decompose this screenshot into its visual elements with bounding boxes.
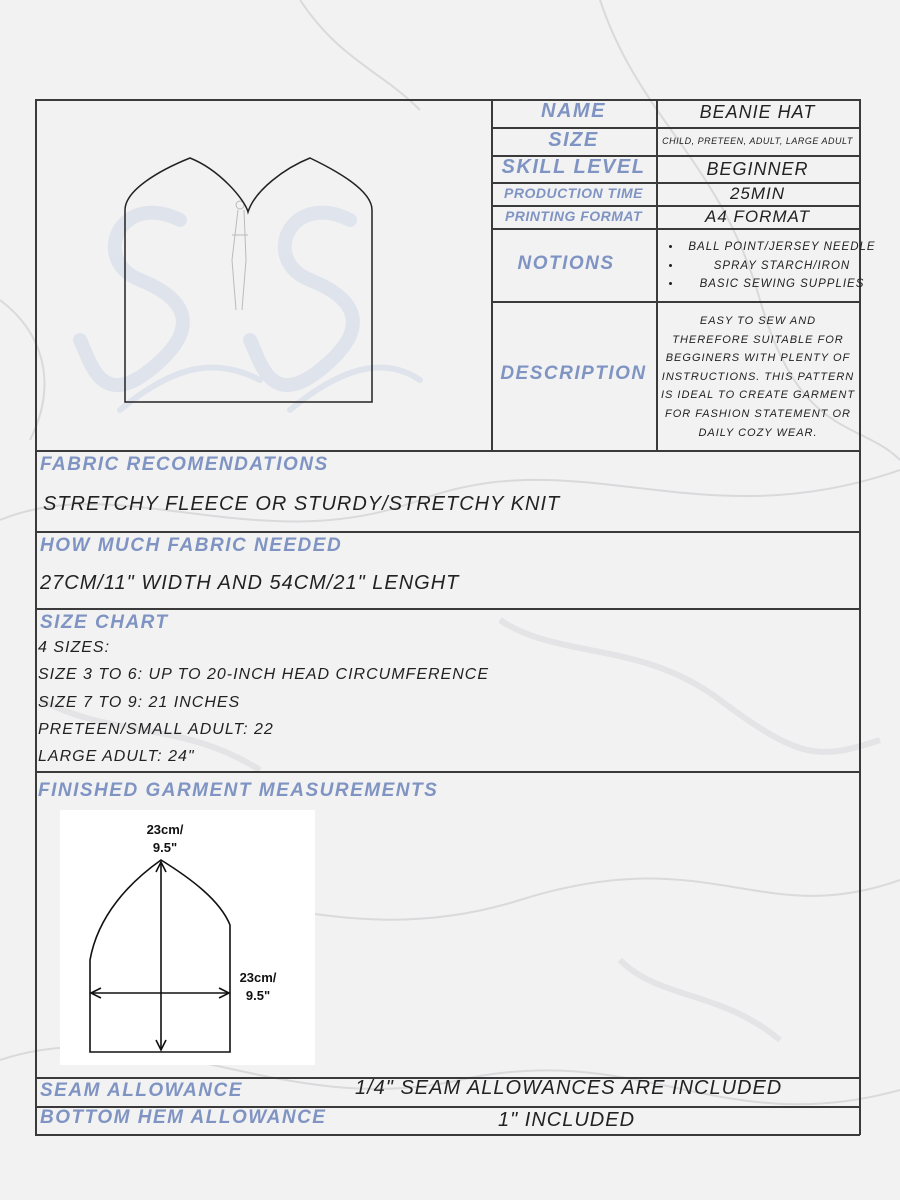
width-measurement-line: 9.5" xyxy=(245,988,271,1003)
row-divider-skill xyxy=(491,182,860,184)
seam-value: 1/4" SEAM ALLOWANCES ARE INCLUDED xyxy=(355,1077,783,1099)
fabric-label: FABRIC RECOMENDATIONS xyxy=(40,454,329,475)
section-divider-size-chart xyxy=(35,608,860,610)
watermark-figure xyxy=(232,201,248,310)
hem-value: 1" INCLUDED xyxy=(498,1109,636,1131)
height-measurement-line: 9.5" xyxy=(152,840,178,855)
fabric-value: STRETCHY FLEECE OR STURDY/STRETCHY KNIT xyxy=(43,493,561,515)
size-chart-line: SIZE 3 TO 6: UP TO 20-INCH HEAD CIRCUMFERENCE xyxy=(38,666,489,683)
row-divider-notions xyxy=(491,301,860,303)
notions-list xyxy=(664,238,882,294)
skill-value: BEGINNER xyxy=(706,159,809,179)
hem-label: BOTTOM HEM ALLOWANCE xyxy=(40,1107,327,1128)
name-label: NAME xyxy=(541,100,606,122)
amount-label: HOW MUCH FABRIC NEEDED xyxy=(40,535,343,556)
row-divider-format xyxy=(491,228,860,230)
notion-item: • BASIC SEWING SUPPLIES xyxy=(682,275,882,294)
row-divider-name xyxy=(491,127,860,129)
size-chart-line: LARGE ADULT: 24" xyxy=(38,748,195,765)
table-border-bottom xyxy=(35,1134,860,1136)
description-label: DESCRIPTION xyxy=(500,363,647,384)
height-measurement xyxy=(130,821,200,857)
table-border-left xyxy=(35,99,37,1135)
seam-label: SEAM ALLOWANCE xyxy=(40,1080,243,1101)
size-value: CHILD, PRETEEN, ADULT, LARGE ADULT xyxy=(662,136,853,146)
section-divider-fabric xyxy=(35,450,860,452)
size-chart-line: PRETEEN/SMALL ADULT: 22 xyxy=(38,721,274,738)
height-measurement-line: 23cm/ xyxy=(146,822,184,837)
garment-outline xyxy=(90,860,230,1052)
info-divider-left xyxy=(491,99,493,451)
section-divider-amount xyxy=(35,531,860,533)
name-value: BEANIE HAT xyxy=(699,102,816,122)
table-border-top xyxy=(35,99,860,101)
time-value: 25MIN xyxy=(729,184,786,203)
size-chart-line: SIZE 7 TO 9: 21 INCHES xyxy=(38,694,241,711)
time-label: PRODUCTION TIME xyxy=(504,185,643,201)
skill-label: SKILL LEVEL xyxy=(501,156,646,178)
section-divider-finished xyxy=(35,771,860,773)
format-label: PRINTING FORMAT xyxy=(504,208,643,224)
size-chart-line: 4 SIZES: xyxy=(38,639,111,656)
notion-item: • SPRAY STARCH/IRON xyxy=(682,257,882,276)
finished-label: FINISHED GARMENT MEASUREMENTS xyxy=(38,780,439,801)
watermark-logo xyxy=(80,213,420,410)
width-measurement-line: 23cm/ xyxy=(239,970,277,985)
pattern-illustration xyxy=(60,110,470,430)
notions-label: NOTIONS xyxy=(517,253,615,274)
width-measurement xyxy=(223,969,293,1005)
description-text: EASY TO SEW AND THEREFORE SUITABLE FOR BEGGINERS WITH PLENTY OF INSTRUCTIONS. THIS PATTERN IS IDEAL TO CREATE GARMENT FOR FASHION STATEMENT OR DAILY COZY WEAR. xyxy=(660,315,856,439)
amount-value: 27CM/11" WIDTH AND 54CM/21" LENGHT xyxy=(40,572,460,594)
size-chart-label: SIZE CHART xyxy=(40,612,169,633)
notion-item: • BALL POINT/JERSEY NEEDLE xyxy=(682,238,882,257)
format-value: A4 FORMAT xyxy=(704,207,811,226)
size-label: SIZE xyxy=(548,129,599,151)
